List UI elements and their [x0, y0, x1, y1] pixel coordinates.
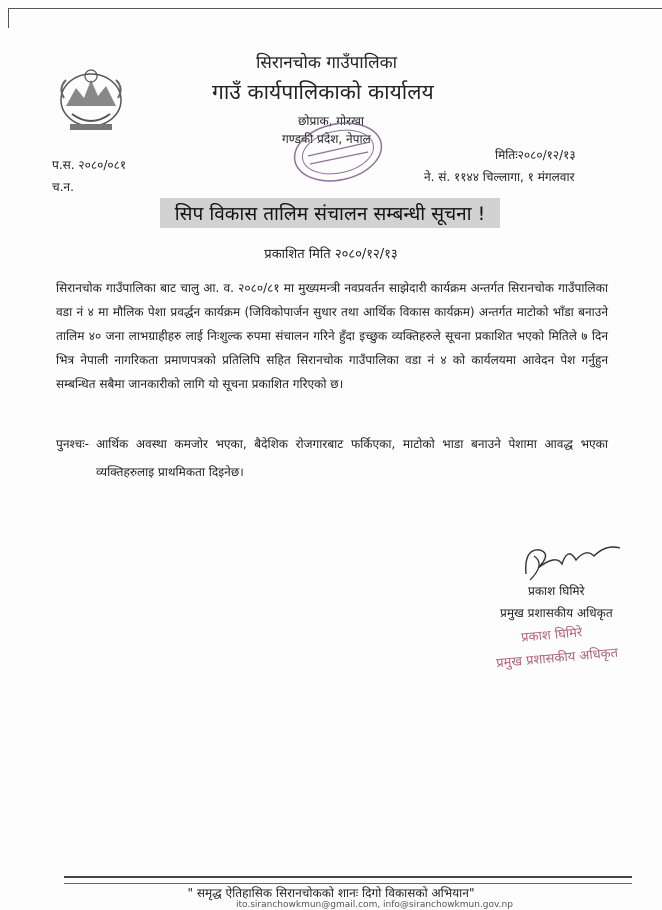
office-main-title: गाउँ कार्यपालिकाको कार्यालय [212, 80, 434, 104]
published-date: प्रकाशित मिति २०८०/१२/१३ [264, 247, 398, 262]
office-address-line2: गण्डकी प्रदेश, नेपाल [282, 132, 371, 146]
dispatch-number: च.न. [52, 180, 74, 194]
page-border-left [8, 8, 9, 28]
nepal-samvat-date: ने. सं. ११४४ चिल्लागा, १ मंगलवार [424, 170, 575, 184]
notice-title [160, 198, 500, 228]
postscript-label: पुनश्चः- [56, 437, 89, 451]
letter-number: प.स. २०८०/०८१ [52, 158, 127, 172]
office-name: सिरानचोक गाउँपालिका [256, 53, 398, 73]
postscript-text: आर्थिक अवस्था कमजोर भएका, बैदेशिक रोजगारबाट फर्किएका, माटोको भाडा बनाउने पेशामा आवद्ध भएका व्यक्तिहरुलाइ प्राथमिकता दिइनेछ। [96, 437, 608, 479]
footer-emails: ito.siranchowkmun@gmail.com, info@siranchowkmun.gov.np [236, 900, 513, 910]
office-address-line1: छोप्राक, गोरखा [298, 114, 364, 128]
footer-divider [64, 876, 632, 884]
footer-slogan: " समृद्ध ऐतिहासिक सिरानचोकको शानः दिगो विकासको अभियान" [187, 886, 475, 900]
signatory-stamp-title: प्रमुख प्रशासकीय अधिकृत [495, 645, 619, 672]
page-border-top [8, 8, 662, 14]
letter-date: मितिः२०८०/१२/१३ [495, 148, 576, 162]
notice-title-text: सिप विकास तालिम संचालन सम्बन्धी सूचना ! [174, 203, 486, 225]
signatory-title: प्रमुख प्रशासकीय अधिकृत [500, 606, 613, 620]
office-stamp-icon [280, 118, 390, 188]
nepal-emblem-icon [52, 58, 130, 138]
signatory-stamp-name: प्रकाश घिमिरे [520, 625, 583, 646]
notice-body: सिरानचोक गाउँपालिका बाट चालु आ. व. २०८०/८१ मा मुख्यमन्त्री नवप्रवर्तन साझेदारी कार्यक्रम अन्तर्गत सिरानचोक गाउँपालिका वडा नं ४ मा मौलिक पेशा प्रवर्द्धन कार्यक्रम (जिविकोपार्जन सुधार तथा आर्थिक विकास कार्यक्रम) अन्तर्गत माटोको भाँडा बनाउने तालिम ४० जना लाभग्राहीहरु लाई निःशुल्क रुपमा संचालन गरिने हुँदा इच्छुक व्यक्तिहरुले सूचना प्रकाशित भएको मितिले ७ दिन भित्र नेपाली नागरिकता प्रमाणपत्रको प्रतिलिपि सहित सिरानचोक गाउँपालिका वडा नं ४ को कार्यलयमा आवेदन पेश गर्नुहुन सम्बन्धित सबैमा जानकारीको लागि यो सूचना प्रकाशित गरिएको छ। [56, 281, 608, 391]
signatory-name: प्रकाश घिमिरे [528, 584, 585, 598]
